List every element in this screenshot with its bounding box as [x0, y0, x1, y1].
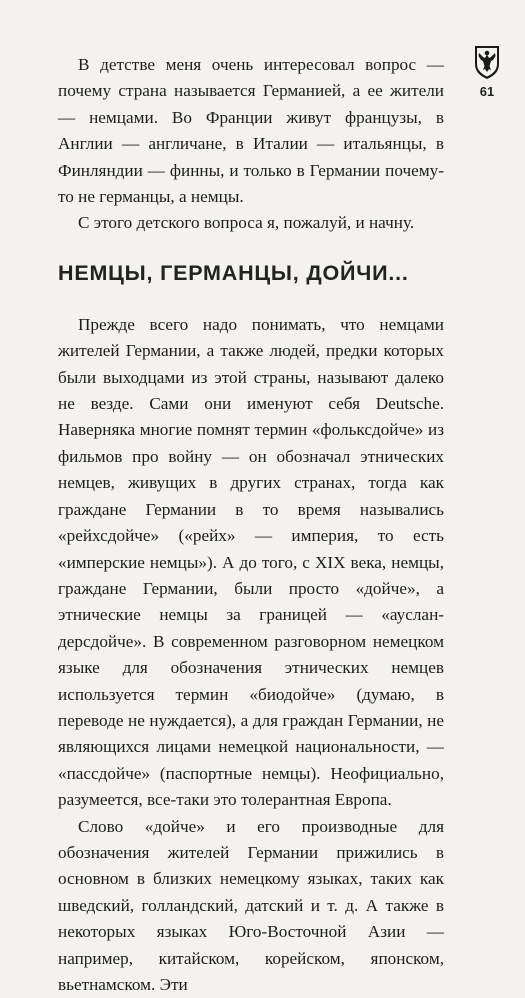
- page-corner: [464, 42, 510, 99]
- intro-paragraph: В детстве меня очень интересовал вопрос — почему страна называется Германией, а ее жители — немцами. Во Франции живут французы, в Англии — англичане, в Италии — итальянцы, в Финляндии — финны, и только в Германии почему-то не германцы, а немцы.: [58, 55, 444, 207]
- german-eagle-coat-of-arms-icon: [472, 42, 502, 80]
- intro-paragraph: С этого детского вопроса я, пожалуй, и начну.: [78, 213, 415, 233]
- body-paragraph: Прежде всего надо понимать, что немцами жителей Германии, а также людей, предки которых были выходцами из этой страны, называют далеко не везде. Сами они именуют себя Deutsche. Наверняка многие помнят термин «фольксдойче» из фильмов про войну — он обозначал этнических немцев, живущих в других странах, тогда как граждане Германии в то время назывались «рейхсдойче» («рейх» — империя, то есть «имперские немцы»). А до того, с XIX века, немцы, граждане Германии, были просто «дойче», а этнические немцы за границей — «аусландерсдойче». В современном разговорном немецком языке для обозначения этнических немцев используется термин «биодойче» (думаю, в переводе не нуждается), а для граждан Германии, не являющихся лицами немецкой национальности, — «пассдойче» (паспортные немцы). Неофициально, разумеется, все-таки это толерантная Европа.: [58, 314, 444, 810]
- text-column: [58, 52, 444, 998]
- page-number: 61: [479, 84, 495, 99]
- section-heading: НЕМЦЫ, ГЕРМАНЦЫ, ДОЙЧИ...: [58, 260, 409, 285]
- body-paragraph: Слово «дойче» и его производные для обозначения жителей Германии прижились в основном в близких немецкому языках, таких как шведский, голландский, датский и т. д. А также в некоторых языках Юго-Восточной Азии — например, китайском, корейском, японском, вьетнамском. Эти: [58, 816, 444, 994]
